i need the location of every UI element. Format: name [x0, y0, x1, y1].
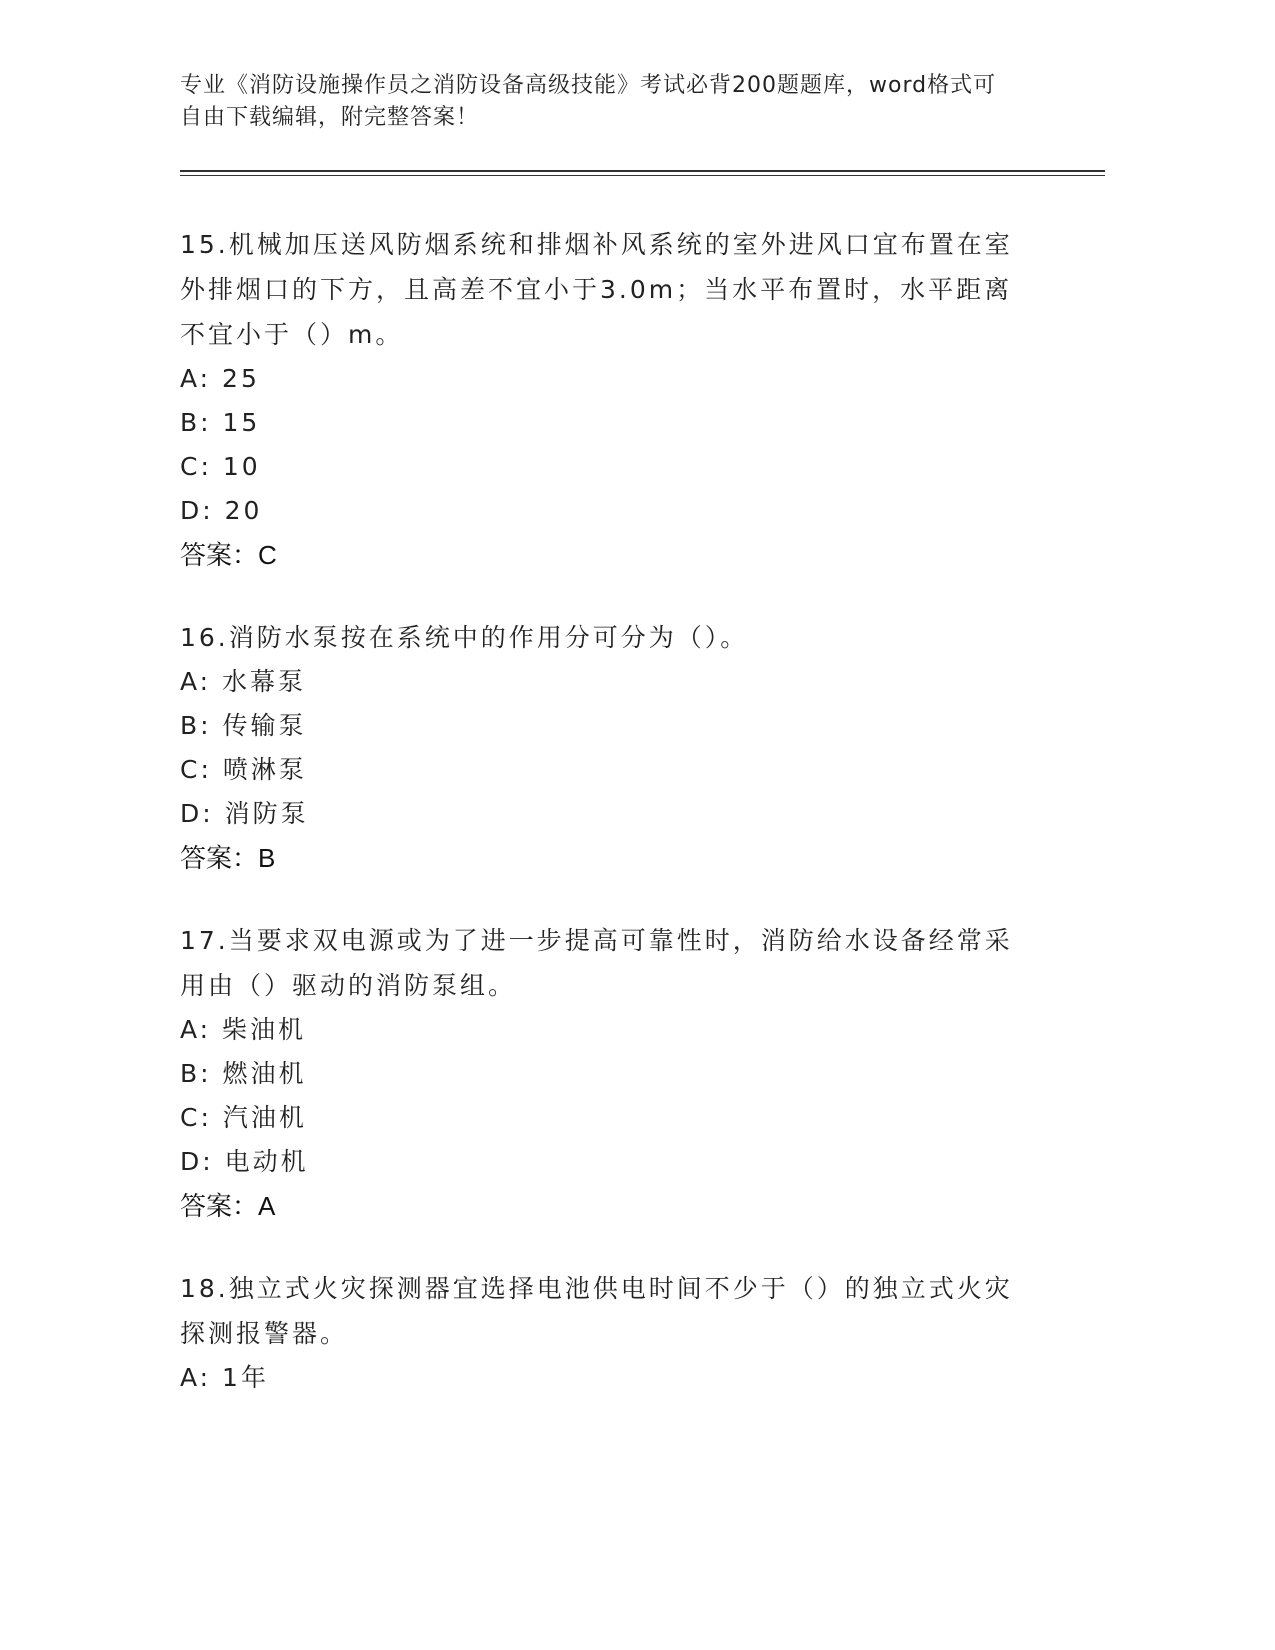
answer-text: 答案：A: [180, 1191, 276, 1221]
question-list: [180, 222, 1040, 1438]
question-17: [180, 918, 1040, 1228]
answer-text: 答案：B: [180, 843, 276, 873]
option-d: D: 20: [180, 496, 263, 525]
question-16: [180, 615, 1040, 880]
answer-text: 答案：C: [180, 540, 277, 570]
question-stem: 16.消防水泵按在系统中的作用分可分为（）。: [180, 623, 749, 652]
header-divider-thin: [180, 175, 1105, 176]
document-header: [180, 70, 1040, 134]
option-c: C: 10: [180, 452, 261, 481]
header-line-1: 专业《消防设施操作员之消防设备高级技能》考试必背200题题库，word格式可: [180, 73, 997, 98]
question-18: [180, 1266, 1040, 1400]
question-15: [180, 222, 1040, 577]
option-a: A: 水幕泵: [180, 667, 307, 696]
option-c: C: 喷淋泵: [180, 755, 307, 784]
option-b: B: 燃油机: [180, 1059, 307, 1088]
header-line-2: 自由下载编辑，附完整答案！: [180, 105, 480, 130]
option-a: A: 25: [180, 364, 260, 393]
header-divider-thick: [180, 170, 1105, 172]
option-a: A: 柴油机: [180, 1015, 307, 1044]
option-c: C: 汽油机: [180, 1103, 307, 1132]
option-b: B: 15: [180, 408, 261, 437]
question-stem: 18.独立式火灾探测器宜选择电池供电时间不少于（）的独立式火灾探测报警器。: [180, 1274, 1013, 1348]
option-a: A: 1年: [180, 1363, 269, 1392]
option-d: D: 电动机: [180, 1147, 309, 1176]
option-d: D: 消防泵: [180, 799, 309, 828]
question-stem: 15.机械加压送风防烟系统和排烟补风系统的室外进风口宜布置在室外排烟口的下方，且高差不宜小于3.0m；当水平布置时，水平距离不宜小于（）m。: [180, 230, 1013, 349]
question-stem: 17.当要求双电源或为了进一步提高可靠性时，消防给水设备经常采用由（）驱动的消防泵组。: [180, 926, 1013, 1000]
option-b: B: 传输泵: [180, 711, 307, 740]
